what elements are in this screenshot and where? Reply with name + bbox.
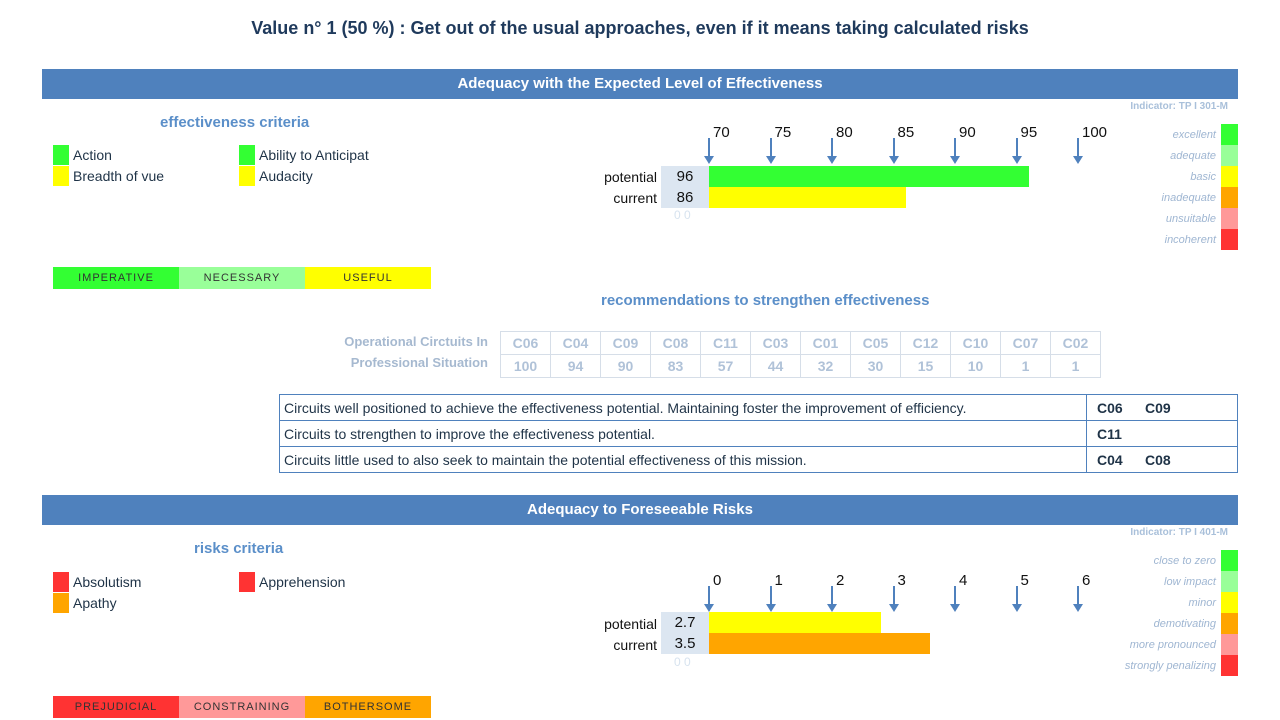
code: C11 <box>1097 425 1122 442</box>
scale-arrow-icon <box>950 586 960 612</box>
legend-label: inadequate <box>1161 191 1216 204</box>
legend-swatch <box>1221 208 1238 229</box>
legend-swatch <box>1221 166 1238 187</box>
legend-item <box>1096 571 1238 592</box>
bar-ghost-values: 0 0 <box>674 208 691 222</box>
legend-label: strongly penalizing <box>1124 659 1216 672</box>
effectiveness-bar-potential <box>709 166 1029 187</box>
criterion-label: Audacity <box>259 168 313 184</box>
legend-label: demotivating <box>1153 617 1216 630</box>
scale-tick-label: 100 <box>1082 124 1108 141</box>
circuit-value: 15 <box>901 355 951 378</box>
criterion-audacity <box>239 166 313 186</box>
scale-tick-label: 90 <box>959 124 976 141</box>
legend-label: incoherent <box>1164 233 1216 246</box>
circuit-value: 90 <box>601 355 651 378</box>
scale-arrow-icon <box>766 586 776 612</box>
criterion-swatch <box>239 145 255 165</box>
scale-arrow-icon <box>766 138 776 164</box>
table-row <box>280 421 1238 447</box>
code: C09 <box>1145 399 1171 416</box>
legend-swatch <box>1221 613 1238 634</box>
circuit-code: C03 <box>751 332 801 355</box>
legend-item <box>1096 634 1238 655</box>
table-row <box>280 395 1238 421</box>
legend-item <box>1096 229 1238 250</box>
recommendation-codes <box>1087 447 1238 473</box>
criterion-label: Action <box>73 147 112 163</box>
legend-swatch <box>1221 187 1238 208</box>
effectiveness-criteria-title: effectiveness criteria <box>160 114 310 131</box>
scale-tick-label: 3 <box>897 572 906 589</box>
priority-imperative: IMPERATIVE <box>53 267 179 289</box>
circuit-code: C05 <box>851 332 901 355</box>
scale-tick-label: 5 <box>1020 572 1029 589</box>
circuits-table <box>500 331 1101 378</box>
legend-item <box>1096 655 1238 676</box>
legend-item <box>1096 550 1238 571</box>
circuits-values-row <box>501 355 1101 378</box>
criterion-swatch <box>239 166 255 186</box>
circuit-value: 100 <box>501 355 551 378</box>
criterion-swatch <box>53 593 69 613</box>
scale-tick-label: 70 <box>713 124 730 141</box>
legend-label: minor <box>1188 596 1216 609</box>
criterion-label: Absolutism <box>73 574 142 590</box>
scale-arrow-icon <box>950 138 960 164</box>
severity-prejudicial: PREJUDICIAL <box>53 696 179 718</box>
legend-item <box>1096 613 1238 634</box>
legend-item <box>1096 187 1238 208</box>
legend-label: close to zero <box>1153 554 1216 567</box>
legend-label: basic <box>1190 170 1216 183</box>
effectiveness-priority-bar <box>53 267 431 289</box>
criterion-ability-to-anticipate <box>239 145 369 165</box>
criterion-label: Apathy <box>73 595 117 611</box>
circuit-value: 94 <box>551 355 601 378</box>
legend-item <box>1096 208 1238 229</box>
criterion-label: Breadth of vue <box>73 168 165 184</box>
criterion-label: Apprehension <box>259 574 346 590</box>
effectiveness-bar-current <box>709 187 906 208</box>
recommendation-text: Circuits little used to also seek to maintain the potential effectiveness of this mission. <box>280 447 1087 473</box>
bar-label-potential: potential <box>604 616 657 632</box>
bar-value-potential: 2.7 <box>661 612 709 633</box>
scale-arrow-icon <box>1073 586 1083 612</box>
circuit-value: 44 <box>751 355 801 378</box>
circuit-code: C12 <box>901 332 951 355</box>
legend-item <box>1096 166 1238 187</box>
page-title: Value n° 1 (50 %) : Get out of the usual approaches, even if it means taking calculated risks <box>251 18 1029 38</box>
circuit-code: C01 <box>801 332 851 355</box>
legend-swatch <box>1221 550 1238 571</box>
priority-necessary: NECESSARY <box>179 267 305 289</box>
risks-bar-potential <box>709 612 881 633</box>
circuit-value: 1 <box>1051 355 1101 378</box>
bar-value-current: 86 <box>661 187 709 208</box>
legend-swatch <box>1221 145 1238 166</box>
circuit-value: 30 <box>851 355 901 378</box>
scale-arrow-icon <box>827 586 837 612</box>
circuit-value: 57 <box>701 355 751 378</box>
criterion-action <box>53 145 112 165</box>
legend-item <box>1096 145 1238 166</box>
bar-label-current: current <box>613 637 657 653</box>
scale-tick-label: 4 <box>959 572 968 589</box>
circuits-label <box>300 331 488 373</box>
priority-useful: USEFUL <box>305 267 431 289</box>
bar-ghost-values: 0 0 <box>674 655 691 669</box>
criterion-absolutism <box>53 572 141 592</box>
recommendation-text: Circuits well positioned to achieve the effectiveness potential. Maintaining foster the improvement of efficiency. <box>280 395 1087 421</box>
circuit-value: 32 <box>801 355 851 378</box>
scale-tick-label: 85 <box>897 124 915 141</box>
risks-criteria-title: risks criteria <box>194 540 284 557</box>
recommendation-codes <box>1087 421 1238 447</box>
recommendation-codes <box>1087 395 1238 421</box>
scale-tick-label: 80 <box>836 124 853 141</box>
bar-label-potential: potential <box>604 169 657 185</box>
effectiveness-indicator: Indicator: TP I 301-M <box>1130 101 1228 112</box>
severity-constraining: CONSTRAINING <box>179 696 305 718</box>
criterion-swatch <box>53 572 69 592</box>
criterion-swatch <box>53 145 69 165</box>
criterion-swatch <box>53 166 69 186</box>
recommendation-text: Circuits to strengthen to improve the effectiveness potential. <box>280 421 1087 447</box>
scale-arrow-icon <box>889 586 899 612</box>
legend-label: low impact <box>1164 575 1216 588</box>
scale-arrow-icon <box>1012 138 1022 164</box>
circuit-value: 83 <box>651 355 701 378</box>
legend-label: adequate <box>1170 149 1216 162</box>
legend-swatch <box>1221 229 1238 250</box>
scale-tick-label: 6 <box>1082 572 1091 589</box>
code: C04 <box>1097 451 1123 468</box>
scale-arrow-icon <box>1073 138 1083 164</box>
code: C06 <box>1097 399 1123 416</box>
code: C08 <box>1145 451 1171 468</box>
effectiveness-band: Adequacy with the Expected Level of Effectiveness <box>42 69 1238 99</box>
recommendations-table <box>279 394 1238 473</box>
circuit-code: C07 <box>1001 332 1051 355</box>
circuit-value: 10 <box>951 355 1001 378</box>
risks-severity-bar <box>53 696 431 718</box>
risks-bar-current <box>709 633 930 654</box>
circuit-code: C09 <box>601 332 651 355</box>
table-row <box>280 447 1238 473</box>
circuit-code: C11 <box>701 332 751 355</box>
scale-arrow-icon <box>704 138 714 164</box>
circuits-label-line-1: Operational Circtuits In <box>344 334 488 349</box>
circuits-codes-row <box>501 332 1101 355</box>
risks-indicator: Indicator: TP I 401-M <box>1130 527 1228 538</box>
circuit-code: C06 <box>501 332 551 355</box>
scale-tick-label: 75 <box>774 124 792 141</box>
circuit-code: C02 <box>1051 332 1101 355</box>
recommendations-title: recommendations to strengthen effectiveness <box>601 292 930 309</box>
legend-item <box>1096 592 1238 613</box>
scale-tick-label: 2 <box>836 572 845 589</box>
circuits-label-line-2: Professional Situation <box>350 355 488 370</box>
circuit-code: C10 <box>951 332 1001 355</box>
criterion-apathy <box>53 593 117 613</box>
criterion-breadth-of-vue <box>53 166 164 186</box>
criterion-label: Ability to Anticipat <box>259 147 369 163</box>
legend-label: excellent <box>1172 128 1216 141</box>
legend-swatch <box>1221 655 1238 676</box>
risks-band: Adequacy to Foreseeable Risks <box>42 495 1238 525</box>
circuit-code: C08 <box>651 332 701 355</box>
legend-label: more pronounced <box>1129 638 1216 651</box>
scale-tick-label: 1 <box>774 572 783 589</box>
criterion-apprehension <box>239 572 345 592</box>
legend-swatch <box>1221 571 1238 592</box>
scale-tick-label: 0 <box>713 572 722 589</box>
circuit-code: C04 <box>551 332 601 355</box>
scale-arrow-icon <box>1012 586 1022 612</box>
bar-value-current: 3.5 <box>661 633 709 654</box>
scale-arrow-icon <box>827 138 837 164</box>
scale-arrow-icon <box>889 138 899 164</box>
legend-swatch <box>1221 592 1238 613</box>
scale-arrow-icon <box>704 586 714 612</box>
legend-swatch <box>1221 124 1238 145</box>
legend-label: unsuitable <box>1165 212 1216 225</box>
legend-item <box>1096 124 1238 145</box>
bar-value-potential: 96 <box>661 166 709 187</box>
circuit-value: 1 <box>1001 355 1051 378</box>
criterion-swatch <box>239 572 255 592</box>
severity-bothersome: BOTHERSOME <box>305 696 431 718</box>
legend-swatch <box>1221 634 1238 655</box>
bar-label-current: current <box>613 190 657 206</box>
scale-tick-label: 95 <box>1020 124 1038 141</box>
